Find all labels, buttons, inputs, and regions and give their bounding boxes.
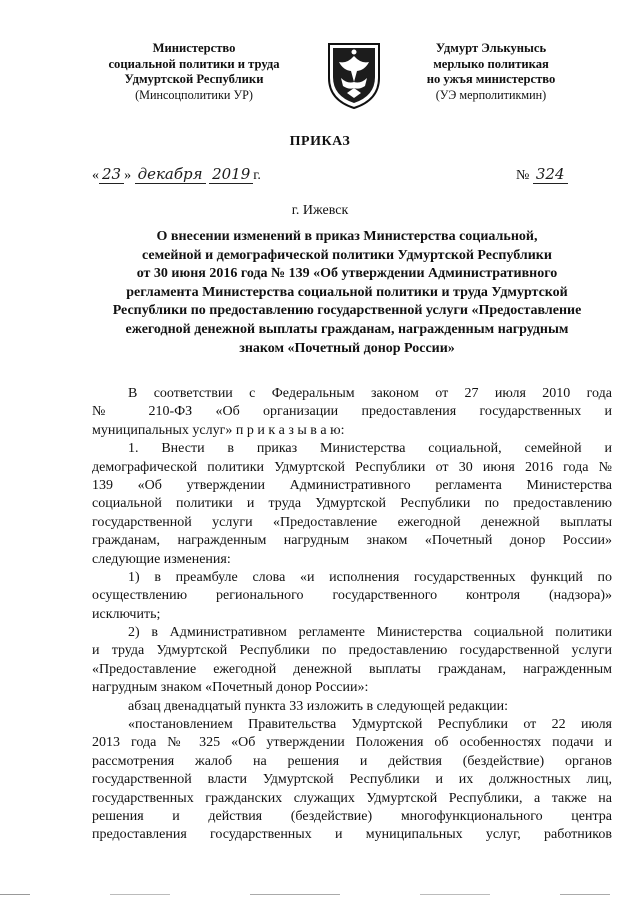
body-line: предоставления государственных и муниципальных услуг, работников xyxy=(92,827,612,843)
body-line: «Предоставление ежегодной денежной выплаты гражданам, награжденным xyxy=(92,661,612,677)
body-line: № 210-ФЗ «Об организации предоставления государственных и xyxy=(92,404,612,420)
body-line: социальной политики и труда Удмуртской Республики по предоставлению xyxy=(92,496,612,512)
ministry-name-line: Министерство xyxy=(152,41,236,55)
body-line: демографической политики Удмуртской Республики от 30 июня 2016 года № xyxy=(92,459,612,475)
body-line: гражданам, награжденным нагрудным знаком «Почетный донор России» xyxy=(92,533,612,549)
body-line: «постановлением Правительства Удмуртской Республики от 22 июля xyxy=(128,717,612,733)
ministry-name-line: мерлыко политикая xyxy=(433,56,549,71)
document-title-line: О внесении изменений в приказ Министерства социальной, xyxy=(156,229,538,244)
order-title: ПРИКАЗ xyxy=(289,134,351,149)
body-line: 2013 года № 325 «Об утверждении Положения об особенностях подачи и xyxy=(92,735,612,751)
date-close-quote: » xyxy=(124,168,132,183)
ministry-name-udmurt xyxy=(392,41,590,103)
scan-edge-artifact xyxy=(0,893,640,897)
coat-of-arms-icon xyxy=(325,38,383,110)
body-line: решения и действия (бездействие) многофункционального центра xyxy=(92,808,612,824)
body-line: государственной услуги «Предоставление ежегодной денежной выплаты xyxy=(92,514,612,530)
number-sign: № xyxy=(516,168,530,183)
document-title-line: регламента Министерства социальной политики и труда Удмуртской xyxy=(126,284,568,300)
document-title-line: знаком «Почетный донор России» xyxy=(239,340,455,356)
ministry-name-russian xyxy=(78,41,310,103)
body-line: абзац двенадцатый пункта 33 изложить в следующей редакции: xyxy=(128,698,509,714)
body-line: 139 «Об утверждении Административного регламента Министерства xyxy=(92,477,612,493)
document-title-line: Республики по предоставлению государственной услуги «Предоставление xyxy=(112,303,582,319)
ministry-abbreviation: (УЭ мерполитикмин) xyxy=(435,87,547,102)
document-title-line: семейной и демографической политики Удмуртской Республики xyxy=(142,247,552,263)
body-line: исключить; xyxy=(92,606,161,622)
body-line: рассмотрения жалоб на решения и действия (бездействие) органов xyxy=(92,753,612,769)
body-line: и труда Удмуртской Республики по предоставлению государственной услуги xyxy=(92,643,612,659)
body-line: муниципальных услуг» п р и к а з ы в а ю: xyxy=(92,422,345,438)
ministry-name-line: но ужъя министерство xyxy=(426,72,556,86)
date-year: 2019 xyxy=(209,165,253,184)
order-date xyxy=(92,165,261,184)
body-line: государственных гражданских служащих Удмуртской Республики, а также на xyxy=(92,790,612,806)
order-number xyxy=(516,165,568,184)
document-title-line: ежегодной денежной выплаты гражданам, награжденным нагрудным xyxy=(125,321,569,337)
document-body xyxy=(92,385,612,845)
ministry-name-line: Удмурт Элькунысь xyxy=(435,41,547,55)
body-line: осуществлению регионального государственного контроля (надзора)» xyxy=(92,588,612,604)
date-day: 23 xyxy=(99,165,124,184)
date-open-quote: « xyxy=(92,168,99,183)
document-title-line: от 30 июня 2016 года № 139 «Об утверждении Административного xyxy=(136,266,558,282)
city: г. Ижевск xyxy=(291,203,349,218)
document-title xyxy=(92,228,602,358)
body-line: нагрудным знаком «Почетный донор России»: xyxy=(92,680,369,696)
number-value: 324 xyxy=(533,165,568,184)
body-line: 1) в преамбуле слова «и исполнения государственных функций по xyxy=(128,569,612,585)
body-line: 2) в Административном регламенте Министерства социальной политики xyxy=(128,625,612,641)
date-month: декабря xyxy=(135,165,206,184)
body-line: следующие изменения: xyxy=(92,551,231,567)
ministry-name-line: Удмуртской Республики xyxy=(124,72,264,86)
body-line: В соответствии с Федеральным законом от 27 июля 2010 года xyxy=(128,386,612,401)
body-line: 1. Внести в приказ Министерства социальной, семейной и xyxy=(128,441,612,457)
body-line: государственной власти Удмуртской Республики и их должностных лиц, xyxy=(92,772,612,788)
date-suffix: г. xyxy=(253,168,261,183)
ministry-name-line: социальной политики и труда xyxy=(108,56,280,71)
ministry-abbreviation: (Минсоцполитики УР) xyxy=(135,87,253,102)
